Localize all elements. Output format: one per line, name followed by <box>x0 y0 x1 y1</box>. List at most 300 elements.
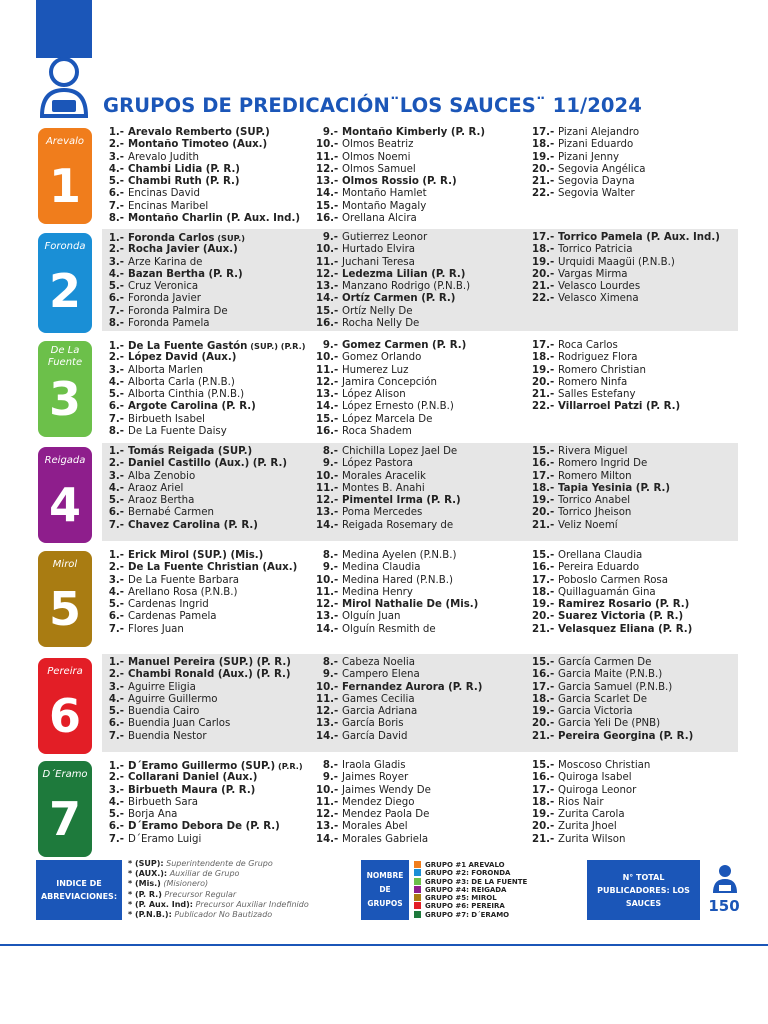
member-row <box>102 797 303 809</box>
member-row <box>316 401 466 413</box>
member-name: Medina Claudia <box>342 562 421 574</box>
member-name: Roca Carlos <box>558 340 618 351</box>
group-badge-number: 3 <box>48 372 81 426</box>
member-name: Jaimes Royer <box>342 772 409 784</box>
member-number: 2.- <box>108 352 124 364</box>
member-name: Morales Gabriela <box>342 833 429 845</box>
member-column <box>316 127 485 225</box>
member-number: 19.- <box>532 495 555 507</box>
member-name: Montaño Magaly <box>342 200 427 212</box>
member-row <box>532 657 693 669</box>
member-column <box>316 760 431 846</box>
member-name: Romero Milton <box>558 470 632 482</box>
member-name: Mirol Nathalie De (Mis.) <box>342 599 479 611</box>
member-number: 9.- <box>322 562 338 574</box>
member-row <box>532 164 645 176</box>
member-number: 3.- <box>108 681 124 693</box>
member-row <box>102 520 287 532</box>
member-number: 15.- <box>316 200 339 212</box>
page-title: GRUPOS DE PREDICACIÓN¨LOS SAUCES¨ 11/2024 <box>103 94 642 117</box>
group-badge <box>38 341 92 437</box>
member-number: 13.- <box>316 389 339 401</box>
member-row <box>102 611 297 623</box>
member-row <box>532 772 650 784</box>
member-number: 10.- <box>316 139 339 151</box>
group-section <box>38 757 738 855</box>
member-name: Cruz Veronica <box>128 281 199 293</box>
member-name: Zurita Wilson <box>558 833 626 845</box>
bottom-divider <box>0 944 768 946</box>
member-row <box>532 718 693 730</box>
member-number: 18.- <box>532 693 555 705</box>
abbreviation-key: * (Mis.) <box>128 879 161 889</box>
member-row <box>102 821 303 833</box>
member-name: Olmos Noemi <box>342 151 411 163</box>
group-name-item <box>414 911 527 919</box>
member-row <box>532 575 692 587</box>
abbreviation-item <box>128 869 309 879</box>
member-row <box>102 269 245 281</box>
member-name: Montes B. Anahi <box>342 482 425 494</box>
abbreviation-meaning: Precursor Auxiliar Indefinido <box>195 899 309 909</box>
member-row <box>102 785 303 797</box>
member-row <box>102 550 297 562</box>
group-badge-label: Mirol <box>52 559 78 570</box>
member-name: Iraola Gladis <box>342 760 406 771</box>
member-number: 11.- <box>316 151 339 163</box>
member-row <box>102 760 303 772</box>
member-row <box>532 127 645 139</box>
member-name: Ortíz Nelly De <box>342 305 413 317</box>
member-row <box>102 694 291 706</box>
member-name: Morales Aracelik <box>342 470 426 482</box>
group-name-label: GRUPO #3: DE LA FUENTE <box>425 877 528 886</box>
member-row <box>532 495 670 507</box>
member-number: 17.- <box>532 470 555 482</box>
member-number: 5.- <box>108 599 124 611</box>
member-name: Orellana Alcira <box>342 213 417 225</box>
member-row <box>316 772 431 784</box>
group-color-swatch <box>414 861 421 868</box>
member-row <box>316 520 461 532</box>
member-number: 16.- <box>316 426 339 438</box>
member-row <box>316 201 485 213</box>
abbreviation-item <box>128 890 309 900</box>
group-badge <box>38 658 92 754</box>
publisher-person-icon <box>36 50 92 122</box>
member-name: Ortíz Carmen (P. R.) <box>342 293 456 305</box>
group-badge <box>38 128 92 224</box>
member-number: 16.- <box>316 318 339 330</box>
member-name: Alborta Cinthia (P.N.B.) <box>128 389 245 401</box>
member-row <box>532 365 680 377</box>
member-row <box>316 377 466 389</box>
member-number: 6.- <box>108 507 124 519</box>
member-row <box>316 269 470 281</box>
member-number: 13.- <box>316 507 339 519</box>
member-number: 8.- <box>322 657 338 668</box>
member-row <box>102 414 305 426</box>
member-number: 14.- <box>316 833 339 845</box>
member-column <box>316 657 482 743</box>
member-number: 19.- <box>532 706 555 718</box>
member-row <box>316 176 485 188</box>
member-number: 20.- <box>532 821 555 833</box>
member-row <box>316 340 466 352</box>
member-row <box>316 760 431 772</box>
member-name: Games Cecilia <box>342 693 415 705</box>
abbreviation-item <box>128 910 309 920</box>
member-number: 7.- <box>108 623 124 635</box>
member-name: Garcia Adriana <box>342 706 418 718</box>
group-names-title: NOMBRE DE GRUPOS <box>361 860 409 920</box>
abbreviations-list <box>128 859 309 920</box>
member-row <box>102 201 300 213</box>
member-number: 12.- <box>316 599 339 611</box>
member-name: López Marcela De <box>342 413 433 425</box>
member-name: Montaño Timoteo (Aux.) <box>128 139 268 151</box>
member-name: Zurita Carola <box>558 809 625 821</box>
member-name: Bazan Bertha (P. R.) <box>128 268 243 280</box>
member-number: 21.- <box>532 730 555 742</box>
group-section <box>38 124 738 225</box>
member-row <box>532 520 670 532</box>
member-number: 11.- <box>316 796 339 808</box>
abbreviation-meaning: Superintendente de Grupo <box>166 859 273 868</box>
member-number: 1.- <box>108 341 124 352</box>
member-number: 9.- <box>322 127 338 138</box>
group-color-swatch <box>414 878 421 885</box>
member-name: Medina Ayelen (P.N.B.) <box>342 550 457 561</box>
member-name: Ledezma Lilian (P. R.) <box>342 268 466 280</box>
member-name: Borja Ana <box>128 809 178 821</box>
member-row <box>102 293 245 305</box>
member-name: Chambi Ronald (Aux.) (P. R.) <box>128 669 291 681</box>
member-name: Arevalo Judith <box>128 151 199 163</box>
member-row <box>316 483 461 495</box>
member-row <box>102 281 245 293</box>
member-name: De La Fuente Daisy <box>128 426 227 438</box>
member-row <box>316 188 485 200</box>
member-row <box>316 669 482 681</box>
group-badge <box>38 761 92 857</box>
member-name: Garcia Victoria <box>558 706 633 718</box>
member-row <box>316 257 470 269</box>
member-name: López Ernesto (P.N.B.) <box>342 401 454 413</box>
member-row <box>316 587 478 599</box>
member-row <box>102 562 297 574</box>
member-row <box>316 507 461 519</box>
member-name: Chichilla Lopez Jael De <box>342 446 458 457</box>
member-name: Moscoso Christian <box>558 760 651 771</box>
member-row <box>102 599 297 611</box>
member-row <box>532 483 670 495</box>
member-number: 9.- <box>322 669 338 681</box>
member-row <box>102 669 291 681</box>
member-name: Erick Mirol (SUP.) (Mis.) <box>128 550 264 561</box>
member-number: 11.- <box>316 482 339 494</box>
member-name: De La Fuente Barbara <box>128 574 240 586</box>
group-name-item <box>414 878 527 886</box>
member-name: Foronda Carlos <box>128 233 215 244</box>
member-name: Morales Abel <box>342 821 408 833</box>
member-column <box>532 550 692 636</box>
member-number: 4.- <box>108 693 124 705</box>
member-number: 14.- <box>316 188 339 200</box>
member-row <box>102 458 287 470</box>
member-name: Argote Carolina (P. R.) <box>128 401 256 413</box>
member-number: 15.- <box>316 413 339 425</box>
member-name: García David <box>342 730 408 742</box>
member-name: Collarani Daniel (Aux.) <box>128 772 258 784</box>
member-name: Hurtado Elvira <box>342 244 416 256</box>
member-column <box>532 760 650 846</box>
group-name-item <box>414 869 527 877</box>
member-row <box>316 213 485 225</box>
member-row <box>102 483 287 495</box>
member-row <box>532 232 720 244</box>
member-name: Jamira Concepción <box>342 376 437 388</box>
member-name: Daniel Castillo (Aux.) (P. R.) <box>128 458 287 470</box>
member-number: 4.- <box>108 163 124 175</box>
member-name: Romero Ingrid De <box>558 458 648 470</box>
member-number: 4.- <box>108 482 124 494</box>
member-number: 19.- <box>532 599 555 611</box>
member-name: Birbueth Isabel <box>128 413 206 425</box>
member-number: 5.- <box>108 281 124 293</box>
group-name-item <box>414 886 527 894</box>
member-row <box>532 389 680 401</box>
group-badge <box>38 233 92 333</box>
member-row <box>316 306 470 318</box>
group-badge-number: 6 <box>48 689 81 743</box>
member-number: 20.- <box>532 507 555 519</box>
member-name: Pizani Eduardo <box>558 139 634 151</box>
abbreviation-key: * (SUP): <box>128 859 164 868</box>
member-row <box>316 426 466 438</box>
member-column <box>316 446 461 532</box>
member-number: 19.- <box>532 256 555 268</box>
member-row <box>316 495 461 507</box>
member-number: 15.- <box>316 305 339 317</box>
member-number: 8.- <box>108 318 124 330</box>
member-number: 7.- <box>108 730 124 742</box>
member-number: 7.- <box>108 305 124 317</box>
member-name: D´Eramo Debora De (P. R.) <box>128 821 280 833</box>
member-row <box>532 797 650 809</box>
member-column <box>532 232 720 306</box>
member-name: Foronda Palmira De <box>128 305 228 317</box>
member-name: Rocha Nelly De <box>342 318 420 330</box>
member-number: 6.- <box>108 718 124 730</box>
member-row <box>316 293 470 305</box>
group-name-item <box>414 902 527 910</box>
member-row <box>316 232 470 244</box>
member-row <box>102 318 245 330</box>
member-row <box>532 550 692 562</box>
member-role: (P.R.) <box>275 761 303 771</box>
member-row <box>532 624 692 636</box>
member-name: Araoz Ariel <box>128 482 184 494</box>
member-number: 13.- <box>316 718 339 730</box>
member-number: 3.- <box>108 784 124 796</box>
member-name: Arellano Rosa (P.N.B.) <box>128 586 238 598</box>
member-number: 22.- <box>532 401 555 413</box>
member-name: Velasquez Eliana (P. R.) <box>558 623 693 635</box>
group-section <box>38 443 738 541</box>
group-badge-number: 4 <box>48 478 81 532</box>
member-number: 8.- <box>322 760 338 771</box>
member-row <box>102 340 305 352</box>
member-row <box>316 611 478 623</box>
group-color-swatch <box>414 886 421 893</box>
member-number: 7.- <box>108 833 124 845</box>
abbreviations-title: INDICE DE ABREVIACIONES: <box>36 860 122 920</box>
member-number: 9.- <box>322 458 338 470</box>
member-name: Buendia Juan Carlos <box>128 718 231 730</box>
member-row <box>532 694 693 706</box>
member-name: Torrico Pamela (P. Aux. Ind.) <box>558 232 720 243</box>
member-name: Tomás Reigada (SUP.) <box>128 446 253 457</box>
member-name: López Alison <box>342 389 406 401</box>
member-row <box>102 657 291 669</box>
member-number: 2.- <box>108 562 124 574</box>
abbreviation-meaning: Publicador No Bautizado <box>174 910 273 920</box>
member-name: Medina Henry <box>342 586 413 598</box>
member-row <box>316 458 461 470</box>
member-number: 6.- <box>108 188 124 200</box>
member-name: D´Eramo Guillermo (SUP.) <box>128 761 276 772</box>
member-number: 3.- <box>108 151 124 163</box>
member-number: 16.- <box>532 562 555 574</box>
group-section <box>38 654 738 752</box>
abbreviation-key: * (AUX.): <box>128 869 168 879</box>
member-role: (SUP.) <box>214 233 245 243</box>
member-name: De La Fuente Gastón <box>128 341 248 352</box>
member-number: 22.- <box>532 188 555 200</box>
member-row <box>316 706 482 718</box>
member-number: 5.- <box>108 809 124 821</box>
member-number: 6.- <box>108 821 124 833</box>
member-name: Juchani Teresa <box>342 256 415 268</box>
member-number: 3.- <box>108 256 124 268</box>
group-badge-number: 2 <box>48 264 81 318</box>
publisher-person-icon <box>710 862 740 894</box>
group-badge-label: Pereira <box>47 666 83 677</box>
member-number: 16.- <box>532 458 555 470</box>
member-name: Chavez Carolina (P. R.) <box>128 519 258 531</box>
member-row <box>316 244 470 256</box>
abbreviation-item <box>128 879 309 889</box>
member-name: Buendia Cairo <box>128 706 200 718</box>
member-name: Roca Shadem <box>342 426 412 438</box>
member-name: Rios Nair <box>558 796 604 808</box>
member-row <box>532 139 645 151</box>
abbreviation-key: * (P. Aux. Ind): <box>128 899 193 909</box>
member-number: 3.- <box>108 470 124 482</box>
member-column <box>102 127 300 225</box>
member-row <box>102 377 305 389</box>
group-badge <box>38 551 92 647</box>
member-name: Torrico Patricia <box>558 244 633 256</box>
member-number: 12.- <box>316 809 339 821</box>
member-name: Aguirre Eligia <box>128 681 196 693</box>
member-column <box>316 232 470 330</box>
member-name: Gomez Carmen (P. R.) <box>342 340 467 351</box>
member-row <box>102 809 303 821</box>
member-row <box>316 821 431 833</box>
member-row <box>316 599 478 611</box>
member-row <box>316 352 466 364</box>
group-name-label: GRUPO #6: PEREIRA <box>425 902 505 911</box>
member-row <box>532 471 670 483</box>
member-number: 1.- <box>108 127 124 138</box>
member-name: Garcia Maite (P.N.B.) <box>558 669 663 681</box>
member-name: Orellana Claudia <box>558 550 643 561</box>
member-name: Segovia Walter <box>558 188 635 200</box>
member-column <box>532 446 670 532</box>
member-name: Aguirre Guillermo <box>128 693 218 705</box>
member-column <box>102 340 305 438</box>
member-name: Olguín Juan <box>342 611 401 623</box>
member-row <box>532 377 680 389</box>
group-section <box>38 547 738 645</box>
group-section <box>38 229 738 331</box>
member-row <box>532 706 693 718</box>
member-number: 17.- <box>532 232 555 243</box>
member-name: Rodriguez Flora <box>558 352 638 364</box>
member-name: López Pastora <box>342 458 413 470</box>
member-number: 20.- <box>532 268 555 280</box>
member-row <box>532 834 650 846</box>
member-number: 20.- <box>532 611 555 623</box>
member-row <box>102 257 245 269</box>
member-name: Gomez Orlando <box>342 352 422 364</box>
member-column <box>532 340 680 414</box>
member-name: Cardenas Ingrid <box>128 599 209 611</box>
member-number: 12.- <box>316 163 339 175</box>
member-number: 21.- <box>532 281 555 293</box>
member-name: Poboslo Carmen Rosa <box>558 574 668 586</box>
member-row <box>102 164 300 176</box>
group-name-item <box>414 861 527 869</box>
member-number: 1.- <box>108 446 124 457</box>
member-name: Garcia Samuel (P.N.B.) <box>558 681 673 693</box>
member-name: Segovia Angélica <box>558 163 646 175</box>
member-row <box>102 365 305 377</box>
member-row <box>102 426 305 438</box>
member-name: Velasco Lourdes <box>558 281 641 293</box>
member-row <box>316 139 485 151</box>
member-number: 22.- <box>532 293 555 305</box>
member-number: 5.- <box>108 706 124 718</box>
member-name: Fernandez Aurora (P. R.) <box>342 681 483 693</box>
abbreviation-item <box>128 859 309 869</box>
member-name: Bernabé Carmen <box>128 507 214 519</box>
member-row <box>102 446 287 458</box>
member-row <box>532 785 650 797</box>
member-number: 18.- <box>532 482 555 494</box>
member-number: 19.- <box>532 151 555 163</box>
member-column <box>532 127 645 201</box>
member-name: Mendez Diego <box>342 796 415 808</box>
member-row <box>532 821 650 833</box>
group-badge-number: 5 <box>48 582 81 636</box>
member-number: 20.- <box>532 376 555 388</box>
member-number: 10.- <box>316 574 339 586</box>
member-row <box>532 188 645 200</box>
member-name: Romero Christian <box>558 364 646 376</box>
